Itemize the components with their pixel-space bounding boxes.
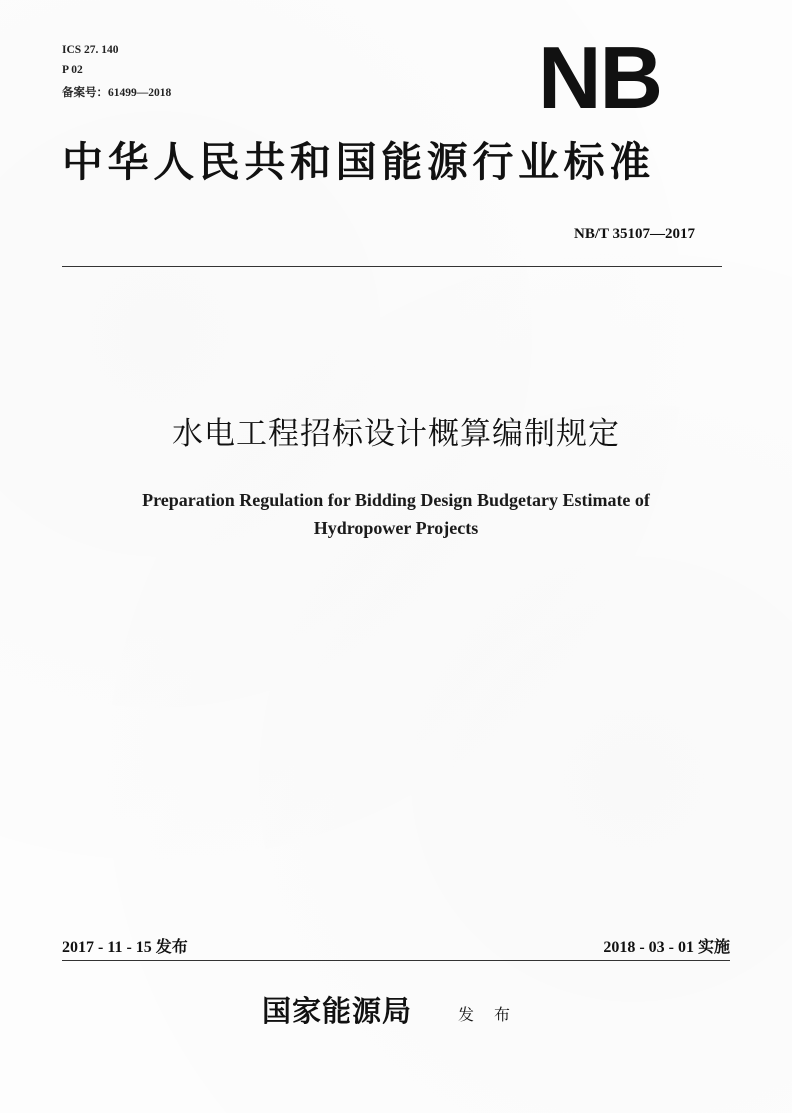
standard-type-heading: 中华人民共和国能源行业标准 <box>62 138 655 186</box>
document-title-english-line1: Preparation Regulation for Bidding Design Budgetary Estimate of <box>142 490 650 510</box>
document-title-chinese: 水电工程招标设计概算编制规定 <box>172 416 620 452</box>
issuing-authority: 国家能源局 <box>262 994 413 1028</box>
record-number: 备案号：61499—2018 <box>62 87 172 99</box>
nb-logo: NB <box>538 28 662 127</box>
document-title-english-line2: Hydropower Projects <box>313 518 479 538</box>
bottom-divider <box>62 960 730 961</box>
ics-code: ICS 27. 140 <box>62 44 119 56</box>
standard-number: NB/T 35107—2017 <box>574 226 695 242</box>
classification-code: P 02 <box>62 64 83 76</box>
effective-date: 2018 - 03 - 01 实施 <box>603 939 730 956</box>
issue-date: 2017 - 11 - 15 发布 <box>62 939 188 956</box>
top-divider <box>62 266 722 267</box>
issuing-action: 发布 <box>458 1005 531 1024</box>
